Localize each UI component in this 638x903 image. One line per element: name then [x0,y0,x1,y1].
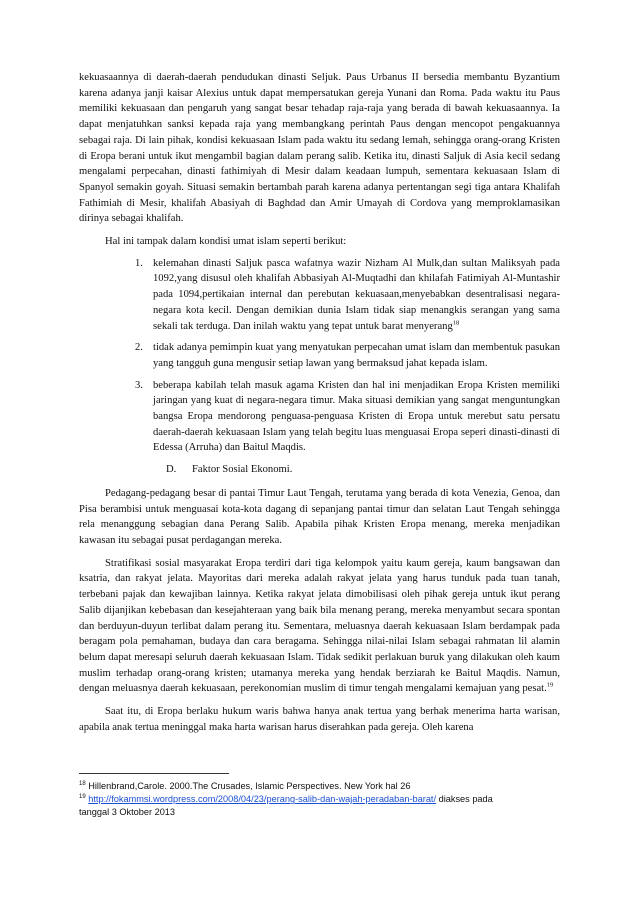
list-intro: Hal ini tampak dalam kondisi umat islam seperti berikut: [105,236,347,248]
section-letter: D. [166,464,177,476]
list-text: tidak adanya pemimpin kuat yang menyatukan perpecahan umat islam dan membentuk pasukan yang tangguh guna mengusir setiap lawan yang bermaksud jahat kepada islam. [153,342,560,369]
paragraph-stratification-text: Stratifikasi sosial masyarakat Eropa terdiri dari tiga kelompok yaitu kaum gereja, kaum bangsawan dan ksatria, dan rakyat jelata. Mayoritas dari mereka adalah rakyat jelata yang harus tunduk pada tuan tanah, terbebani pajak dan kewajiban lainnya. Ketika rakyat jelata dimobilisasi oleh pihak gereja untuk ikut perang Salib dijanjikan kebebasan dan kesejahteraan yang baik bila menang perang, mereka menyambut secara spontan dan berduyun-duyun terlibat dalam perang itu. Sementara, meluasnya daerah kekuasaan Islam berdampak pada beragam pola pemahaman, budaya dan cara beragama. Sehingga nilai-nilai Islam sebagai rahmatan lil alamin belum dapat meresapi seluruh daerah kekuasaan Islam. Tidak sedikit perlakuan buruk yang dilakukan oleh kaum muslim terhadap orang-orang kristen; utamanya mereka yang hendak berziarah ke Baitul Maqdis. Namun, dengan meluasnya daerah kekuasaan, perekonomian muslim di timur tengah mengalami kemajuan yang pesat. [79,557,560,695]
paragraph-inheritance: Saat itu, di Eropa berlaku hukum waris bahwa hanya anak tertua yang berhak menerima harta warisan, apabila anak tertua meninggal maka harta warisan harus diserahkan pada gereja. Oleh karena [79,706,560,733]
list-item [79,256,560,335]
footnote-mark: 18 [79,780,86,787]
paragraph-stratification [79,556,560,697]
list-number: 3. [135,379,143,391]
list-text-body: kelemahan dinasti Saljuk pasca wafatnya wazir Nizham Al Mulk,dan sultan Maliksyah pada 1092,yang disusul oleh khalifah Abbasiyah Al-Muqtadhi dan khilafah Fatimiyah Al-Muntashir pada 1094,pertikaian internal dan perebutan kekuasaan,menyebabkan desentralisasi negara-negara kota kecil. Dengan demikian dunia Islam tidak siap menangkis serangan yang sama sekali tak terduga. Dan inilah waktu yang tepat untuk barat menyerang [153,257,560,332]
footnote-18 [79,780,560,793]
list-item [79,378,560,457]
footnote-divider [79,773,229,774]
footnote-text: Hillenbrand,Carole. 2000.The Crusades, Islamic Perspectives. New York hal 26 [88,781,411,791]
list-text [153,256,560,335]
footnote-mark: 19 [79,794,86,801]
footnote-ref-19[interactable]: 19 [546,681,554,689]
footnote-text: diakses pada [438,794,493,805]
section-heading [166,462,560,478]
footnote-link[interactable]: http://fokammsi.wordpress.com/2008/04/23/perang-salib-dan-wajah-peradaban-barat/ [88,794,437,805]
footnotes [79,780,560,820]
list-text: beberapa kabilah telah masuk agama Kristen dan hal ini menjadikan Eropa Kristen memiliki jaringan yang kuat di negara-negara timur. Maka situasi demikian yang sangat menguntungkan bangsa Eropa mendorong penguasa-penguasa Kristen di Eropa untuk merebut satu persatu daerah-daerah kekuasaan Islam yang telah begitu luas menguasai Eropa seperi dinasti-dinasti di Edessa (Arruha) dan Baitul Maqdis. [153,379,560,454]
list-number: 1. [135,257,143,269]
list-item [79,340,560,371]
footnote-19-continued: tanggal 3 Oktober 2013 [79,807,176,818]
section-title: Faktor Sosial Ekonomi. [192,464,293,476]
list-number: 2. [135,342,143,354]
paragraph-traders: Pedagang-pedagang besar di pantai Timur Laut Tengah, terutama yang berada di kota Venezia, Genoa, dan Pisa berambisi untuk menguasai kota-kota dagang di sepanjang pantai timur dan selatan Laut Tengah sehingga rela menanggung sebagian dana Perang Salib. Apabila pihak Kristen Eropa menang, mereka menjadikan kawasan itu sebagai pusat perdagangan mereka. [79,487,560,546]
document-page [79,70,560,742]
paragraph-byzantium: kekuasaannya di daerah-daerah pendudukan dinasti Seljuk. Paus Urbanus II bersedia membantu Byzantium karena adanya janji kaisar Alexius untuk dapat mempersatukan gereja Yunani dan Roma. Pada waktu itu Paus memiliki kekuasaan dan pengaruh yang sangat besar tehadap raja-raja yang berada di bawah kekuasaannya. Ia dapat menjatuhkan sanksi kepada raja yang membangkang perintah Paus dengan mencopot pengakuannya sebagai raja. Di lain pihak, kondisi kekuasaan Islam pada waktu itu sedang lemah, sehingga orang-orang Kristen di Eropa berani untuk ikut mengambil bagian dalam perang salib. Ketika itu, dinasti Saljuk di Asia kecil sedang mengalami perpecahan, dinasti fathimiyah di Mesir dalam keadaan lumpuh, sementara kekuasaan Islam di Spanyol semakin goyah. Situasi semakin bertambah parah karena adanya pertentangan segi tiga antara Khalifah Fathimiah di Mesir, khalifah Abasiyah di Baghdad dan Amir Umayah di Cordova yang memproklamasikan dirinya sebagai khalifah. [79,72,560,225]
footnote-ref-18[interactable]: 18 [452,319,460,327]
numbered-list [79,256,560,456]
footnote-19 [79,793,560,806]
